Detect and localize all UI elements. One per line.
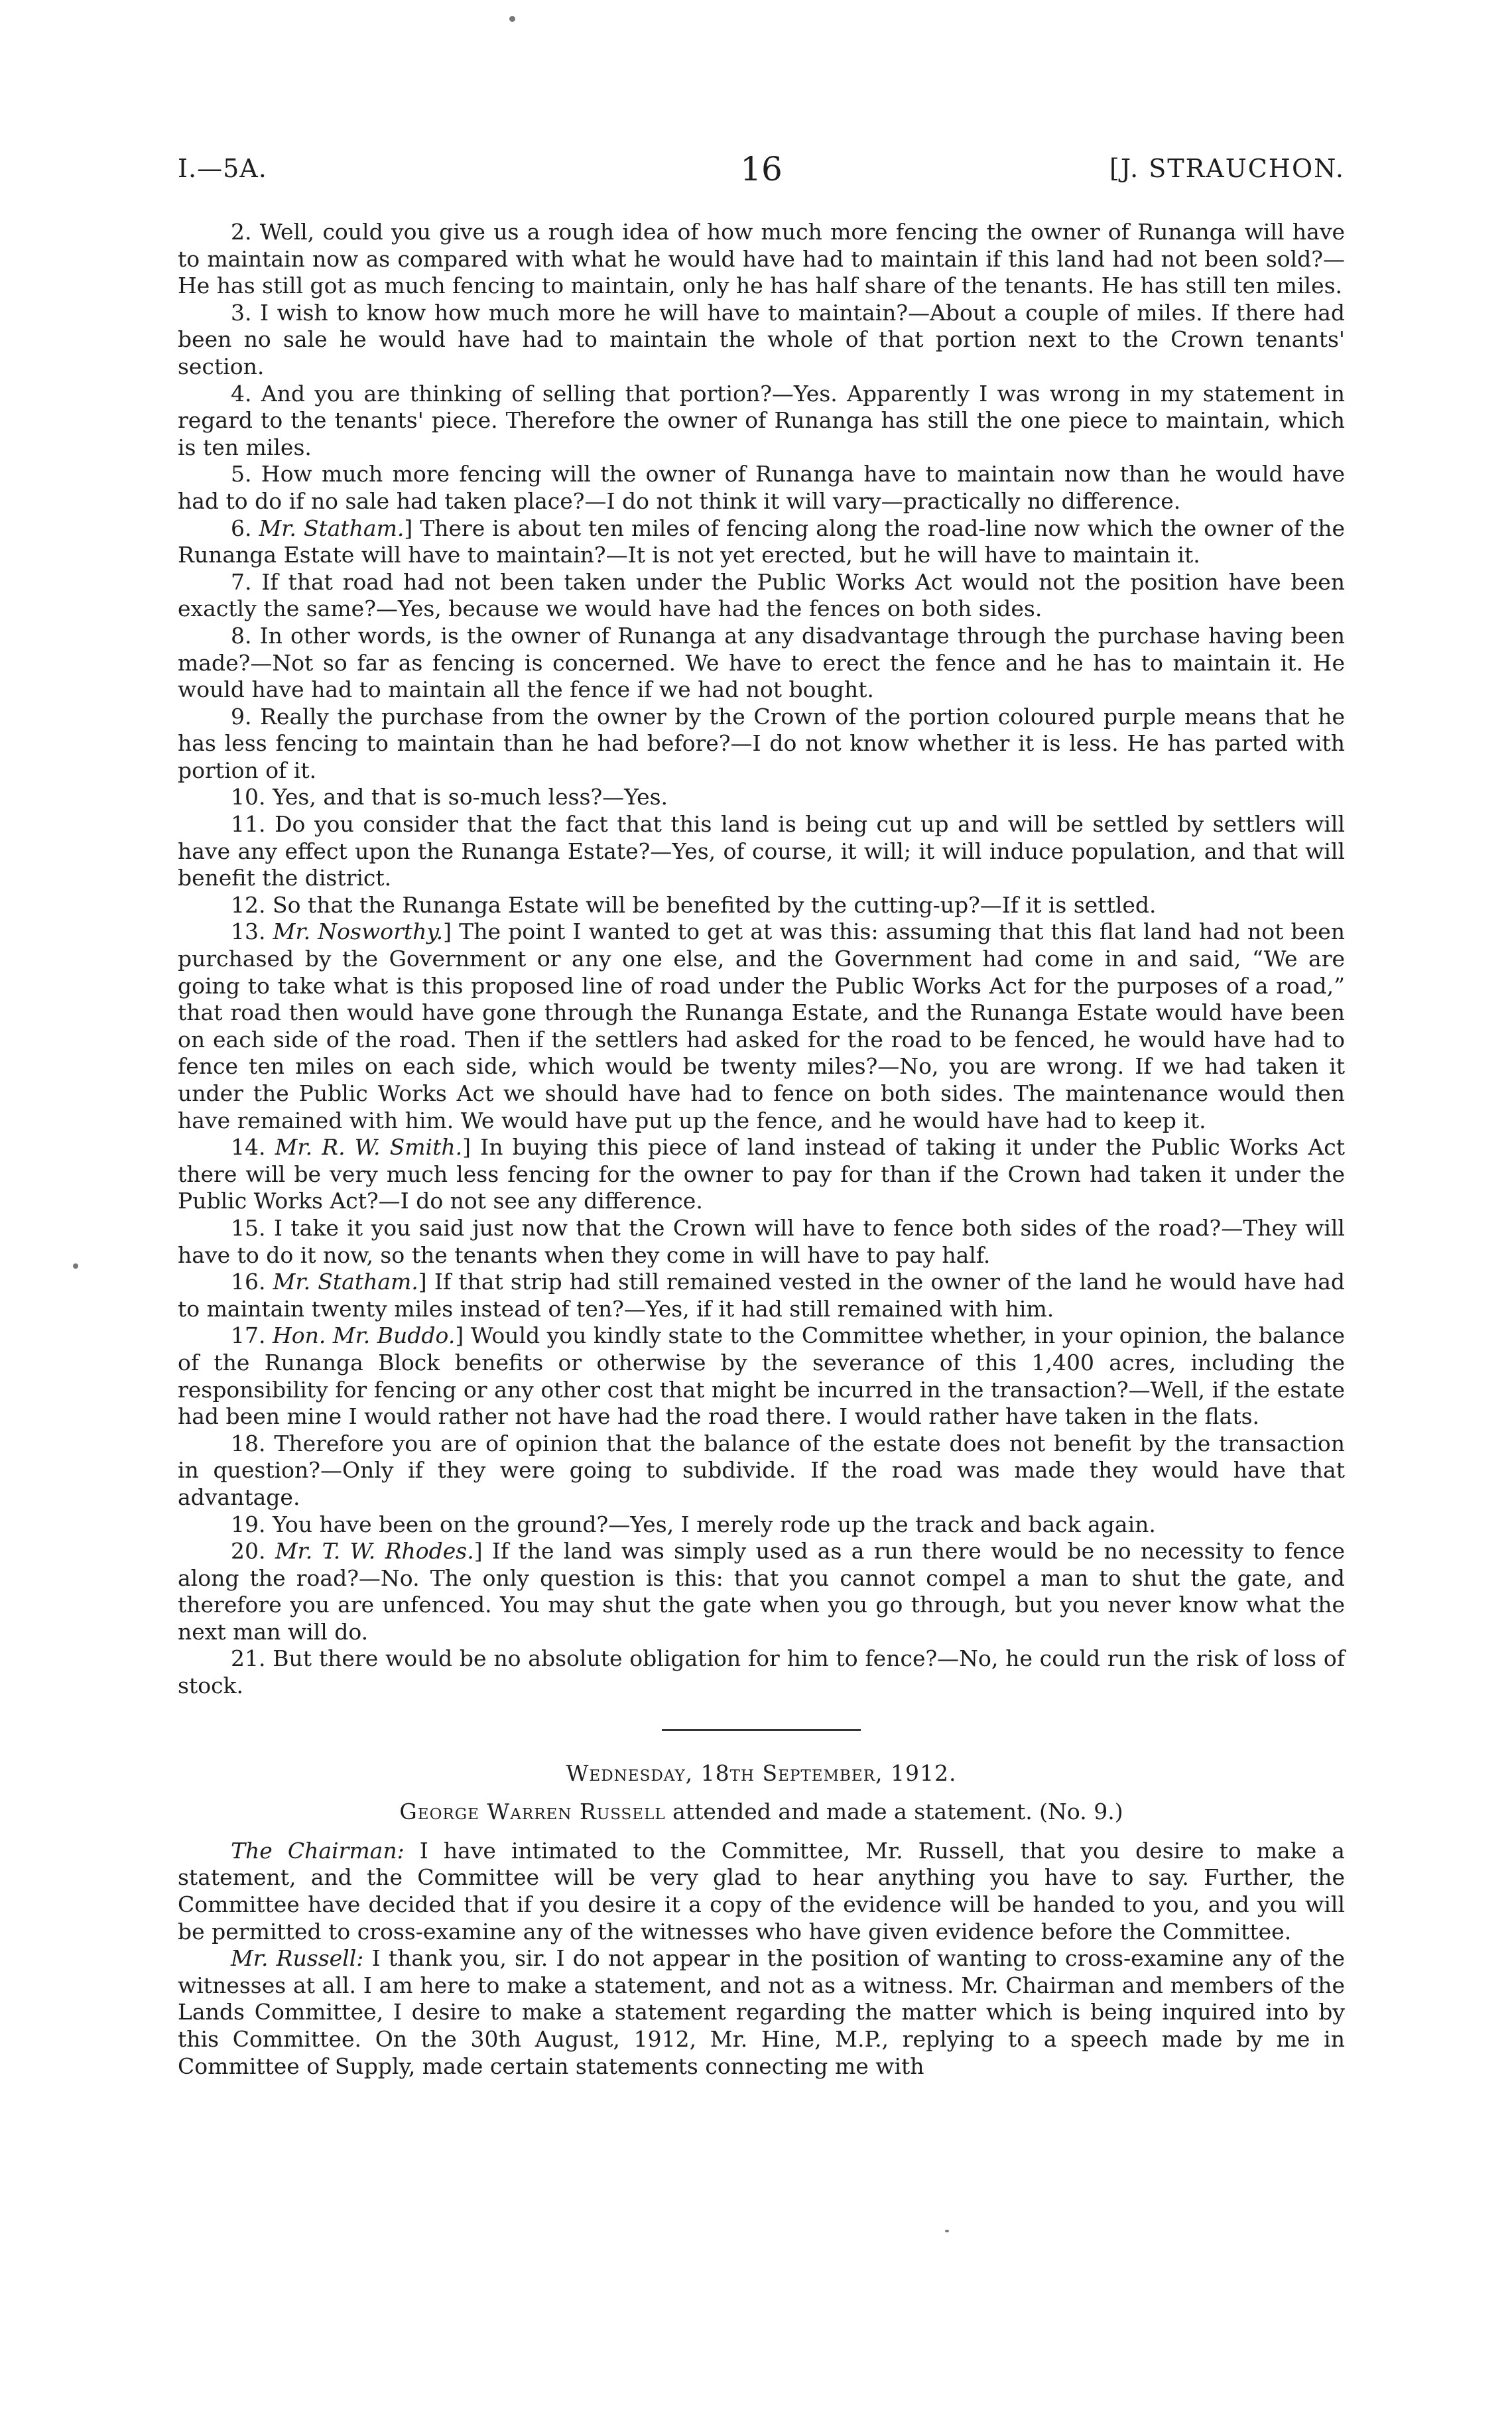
qa-number: 6. — [231, 515, 259, 541]
qa-speaker: Hon. Mr. Buddo. — [272, 1322, 456, 1349]
qa-text: 15. I take it you said just now that the Crown will have to fence both sides of the road?—They will have to do it now, so the tenants when they come in will have to pay half. — [178, 1214, 1345, 1268]
qa-text: 7. If that road had not been taken under the Public Works Act would not the position have been exactly the same?—Yes, because we would have had the fences on both sides. — [178, 568, 1345, 622]
qa-text: ] There is about ten miles of fencing along the road-line now which the owner of the Runanga Estate will have to maintain?—It is not yet erected, but he will have to maintain it. — [178, 515, 1345, 568]
qa-paragraph — [178, 1645, 1345, 1699]
qa-paragraph — [178, 461, 1345, 515]
qa-number: 20. — [231, 1538, 275, 1565]
witness-name: [J. STRAUCHON. — [1109, 154, 1345, 183]
qa-number: 14. — [231, 1134, 275, 1161]
spacer — [178, 1826, 1345, 1838]
qa-text: ] If the land was simply used as a run there would be no necessity to fence along the road?—No. The only question is this: that you cannot compel a man to shut the gate, and therefore you are unfenced. You may shut the gate when you go through, but you never know what the next man will do. — [178, 1538, 1345, 1645]
qa-paragraph — [178, 1215, 1345, 1269]
section-divider — [662, 1729, 861, 1731]
qa-text: 11. Do you consider that the fact that this land is being cut up and will be settled by settlers will have any effect upon the Runanga Estate?—Yes, of course, it will; it will induce population, and that will benefit the district. — [178, 811, 1345, 891]
qa-text: 18. Therefore you are of opinion that the balance of the estate does not benefit by the transaction in question?—Only if they were going to subdivide. If the road was made they would have that advantage. — [178, 1430, 1345, 1510]
qa-speaker: Mr. R. W. Smith. — [275, 1134, 463, 1161]
qa-text: 5. How much more fencing will the owner of Runanga have to maintain now than he would have had to do if no sale had taken place?—I do not think it will vary—practically no difference. — [178, 461, 1345, 514]
qa-paragraph — [178, 219, 1345, 300]
qa-number: 13. — [231, 919, 273, 945]
question-answer-list — [178, 219, 1345, 1700]
qa-text: 10. Yes, and that is so-much less?—Yes. — [231, 784, 668, 810]
scan-speck — [73, 1263, 78, 1269]
qa-paragraph — [178, 381, 1345, 462]
qa-text: 19. You have been on the ground?—Yes, I merely rode up the track and back again. — [231, 1511, 1156, 1537]
qa-paragraph — [178, 1322, 1345, 1430]
spacer — [178, 1787, 1345, 1799]
qa-text: ] Would you kindly state to the Committee whether, in your opinion, the balance of the Runanga Block benefits or otherwise by the severance of this 1,400 acres, including the responsibility for fencing or any other cost that might be incurred in the transaction?—Well, if the estate had been mine I would rather not have had the road there. I would rather have taken in the flats. — [178, 1322, 1346, 1430]
qa-paragraph — [178, 1269, 1345, 1322]
attendance-note: attended and made a statement. (No. 9.) — [665, 1799, 1123, 1825]
qa-paragraph — [178, 623, 1345, 704]
statement-speaker: The Chairman: — [231, 1837, 405, 1864]
page-header — [178, 150, 1345, 194]
qa-text: ] If that strip had still remained vested in the owner of the land he would have had to maintain twenty miles instead of ten?—Yes, if it had still remained with him. — [178, 1269, 1345, 1322]
qa-text: 4. And you are thinking of selling that portion?—Yes. Apparently I was wrong in my statement in regard to the tenants' piece. Therefore the owner of Runanga has still the one piece to maintain, which is ten miles. — [178, 380, 1345, 460]
page-number: 16 — [740, 150, 783, 188]
qa-number: 17. — [231, 1322, 273, 1349]
attendee-name: George Warren Russell — [399, 1799, 666, 1825]
qa-text: 12. So that the Runanga Estate will be benefited by the cutting-up?—If it is settled. — [231, 891, 1157, 918]
qa-paragraph — [178, 811, 1345, 892]
qa-text: ] The point I wanted to get at was this: assuming that this flat land had not been purchased by the Government or any one else, and the Government had come in and said, “We are going to take what is this proposed line of road under the Public Works Act for the purposes of a road,” that road then would have gone through the Runanga Estate, and the Runanga Estate would have been on each side of the road. Then if the settlers had asked for the road to be fenced, he would have had to fence ten miles on each side, which would be twenty miles?—No, you are wrong. If we had taken it under the Public Works Act we should have had to fence on both sides. The maintenance would then have remained with him. We would have put up the fence, and he would have had to keep it. — [178, 919, 1345, 1133]
qa-text: 8. In other words, is the owner of Runanga at any disadvantage through the purchase having been made?—Not so far as fencing is concerned. We have to erect the fence and he has to maintain it. He would have had to maintain all the fence if we had not bought. — [178, 622, 1345, 703]
document-reference: I.—5A. — [178, 154, 267, 183]
qa-paragraph — [178, 892, 1345, 919]
qa-paragraph — [178, 919, 1345, 1134]
qa-speaker: Mr. T. W. Rhodes. — [275, 1538, 474, 1565]
qa-paragraph — [178, 1511, 1345, 1539]
qa-text: 21. But there would be no absolute obligation for him to fence?—No, he could run the risk of loss of stock. — [178, 1645, 1345, 1699]
statements-list — [178, 1838, 1345, 2080]
qa-text: ] In buying this piece of land instead of taking it under the Public Works Act there will be very much less fencing for the owner to pay for than if the Crown had taken it under the Public Works Act?—I do not see any difference. — [178, 1134, 1345, 1214]
qa-paragraph — [178, 569, 1345, 623]
scan-speck — [945, 2230, 949, 2232]
qa-paragraph — [178, 784, 1345, 811]
statement-text: I thank you, sir. I do not appear in the position of wanting to cross-examine any of the witnesses at all. I am here to make a statement, and not as a witness. Mr. Chairman and members of the Lands Committee, I desire to make a statement regarding the matter which is being inquired into by this Committee. On the 30th August, 1912, Mr. Hine, M.P., replying to a speech made by me in Committee of Supply, made certain statements connecting me with — [178, 1945, 1345, 2079]
statement-speaker: Mr. Russell: — [231, 1945, 364, 1972]
qa-text: 2. Well, could you give us a rough idea of how much more fencing the owner of Runanga will have to maintain now as compared with what he would have had to maintain if this land had not been sold?—He has still got as much fencing to maintain, only he has half share of the tenants. He has still ten miles. — [178, 219, 1345, 299]
qa-paragraph — [178, 515, 1345, 569]
qa-paragraph — [178, 1538, 1345, 1645]
qa-speaker: Mr. Statham. — [273, 1269, 418, 1295]
qa-paragraph — [178, 1431, 1345, 1511]
statement-text: I have intimated to the Committee, Mr. Russell, that you desire to make a statement, and the Committee will be very glad to hear anything you have to say. Further, the Committee have decided that if you desire it a copy of the evidence will be handed to you, and you will be permitted to cross-examine any of the witnesses who have given evidence before the Committee. — [178, 1837, 1345, 1945]
qa-text: 3. I wish to know how much more he will have to maintain?—About a couple of miles. If there had been no sale he would have had to maintain the whole of that portion next to the Crown tenants' section. — [178, 299, 1345, 379]
attendance-line — [178, 1799, 1345, 1826]
qa-paragraph — [178, 1134, 1345, 1215]
page-body — [178, 219, 1345, 2080]
statement-paragraph — [178, 1838, 1345, 1945]
session-date: Wednesday, 18th September, 1912. — [566, 1759, 957, 1786]
scan-speck — [509, 16, 515, 22]
qa-number: 16. — [231, 1269, 273, 1295]
qa-speaker: Mr. Statham. — [259, 515, 405, 541]
qa-text: 9. Really the purchase from the owner by the Crown of the portion coloured purple means that he has less fencing to maintain than he had before?—I do not know whether it is less. He has parted with portion of it. — [178, 703, 1345, 783]
qa-speaker: Mr. Nosworthy. — [273, 919, 444, 945]
qa-paragraph — [178, 300, 1345, 381]
qa-paragraph — [178, 704, 1345, 785]
statement-paragraph — [178, 1945, 1345, 2080]
